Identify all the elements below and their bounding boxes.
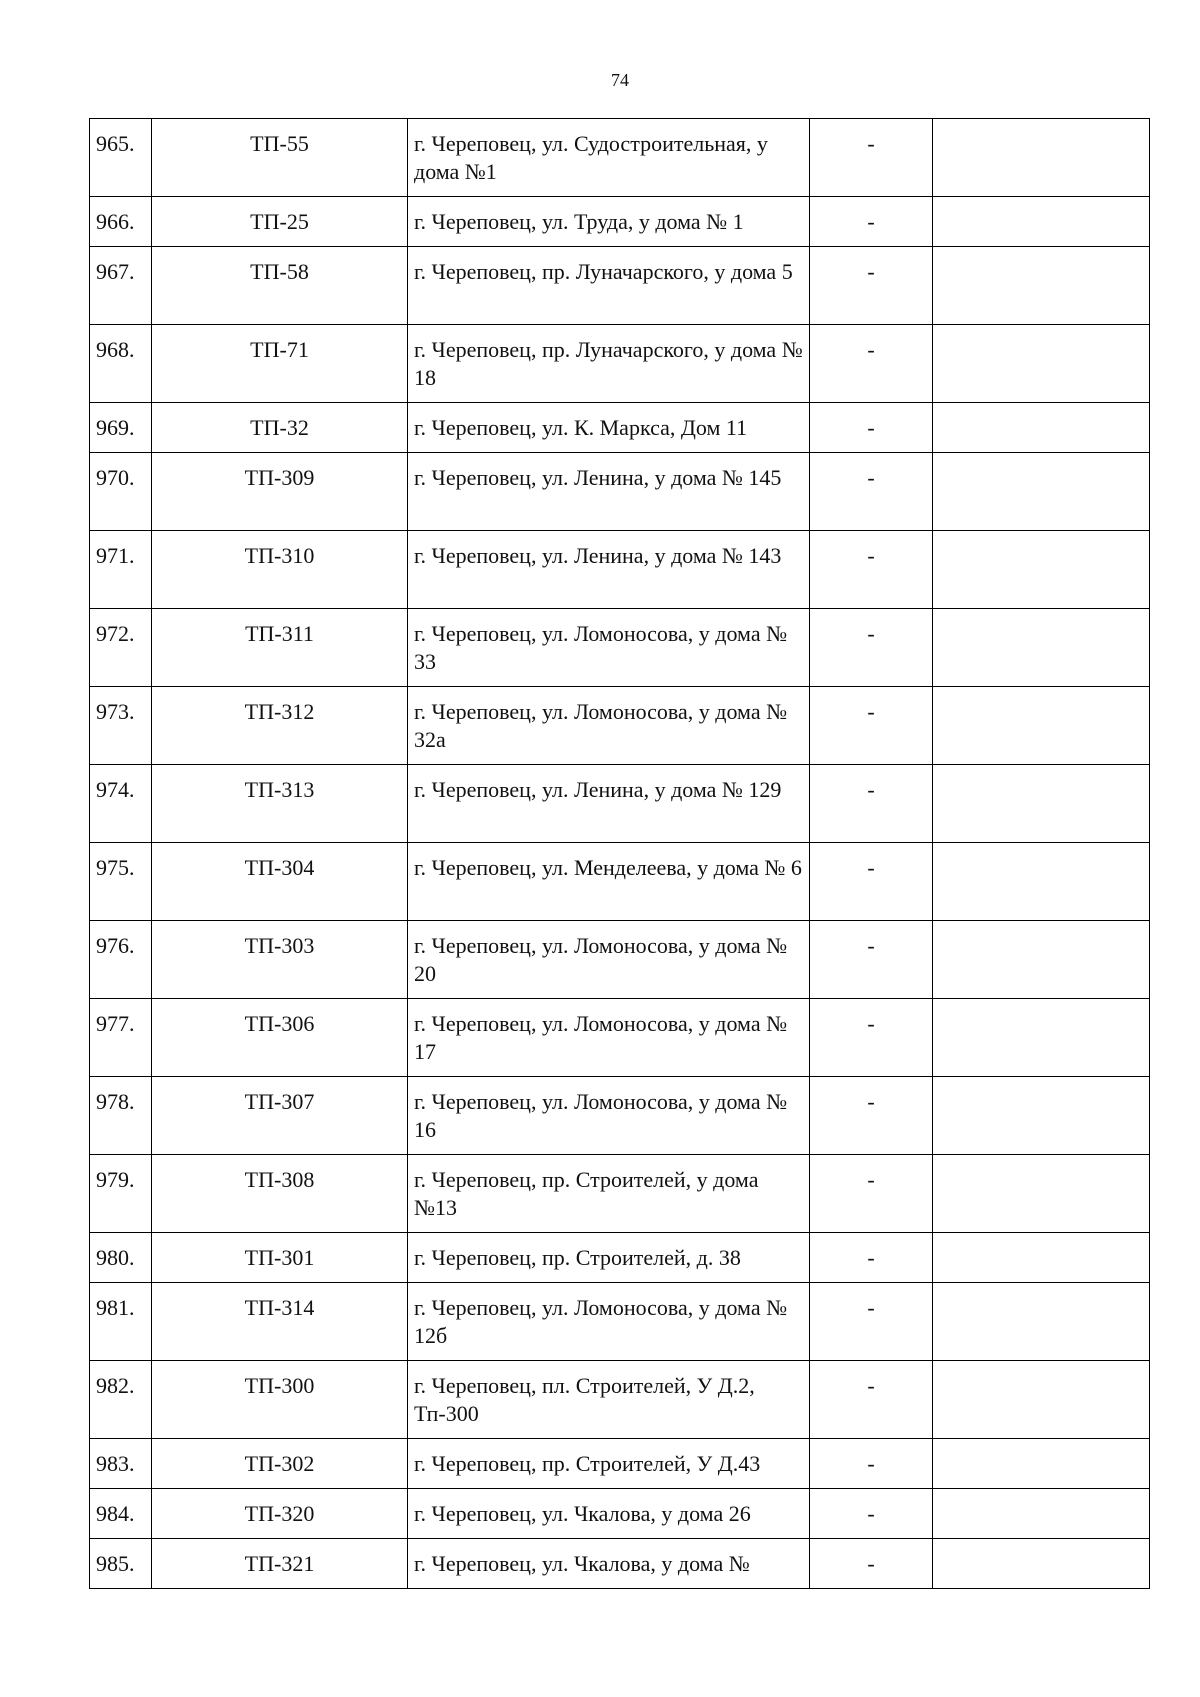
substation-name-cell: ТП-307 — [152, 1077, 408, 1155]
row-number-cell: 980. — [90, 1233, 152, 1283]
substation-name-cell: ТП-309 — [152, 453, 408, 531]
substation-name-cell: ТП-58 — [152, 247, 408, 325]
substation-name-cell: ТП-25 — [152, 197, 408, 247]
substation-name-cell: ТП-32 — [152, 403, 408, 453]
address-cell: г. Череповец, пр. Строителей, у дома №13 — [408, 1155, 810, 1233]
row-number-cell: 971. — [90, 531, 152, 609]
extra-cell — [933, 197, 1150, 247]
address-cell: г. Череповец, ул. Ломоносова, у дома № 17 — [408, 999, 810, 1077]
table-row — [90, 197, 1150, 247]
extra-cell — [933, 1539, 1150, 1589]
row-number-cell: 975. — [90, 843, 152, 921]
extra-cell — [933, 609, 1150, 687]
table-row — [90, 1077, 1150, 1155]
mark-cell: - — [810, 453, 933, 531]
extra-cell — [933, 453, 1150, 531]
row-number-cell: 973. — [90, 687, 152, 765]
mark-cell: - — [810, 1361, 933, 1439]
address-cell: г. Череповец, ул. Судостроительная, у дома №1 — [408, 119, 810, 197]
address-cell: г. Череповец, пл. Строителей, У Д.2, Тп-300 — [408, 1361, 810, 1439]
table-row — [90, 247, 1150, 325]
address-cell: г. Череповец, пр. Луначарского, у дома 5 — [408, 247, 810, 325]
row-number-cell: 970. — [90, 453, 152, 531]
mark-cell: - — [810, 999, 933, 1077]
mark-cell: - — [810, 1077, 933, 1155]
row-number-cell: 981. — [90, 1283, 152, 1361]
table-row — [90, 531, 1150, 609]
address-cell: г. Череповец, ул. Ленина, у дома № 129 — [408, 765, 810, 843]
extra-cell — [933, 1155, 1150, 1233]
row-number-cell: 966. — [90, 197, 152, 247]
extra-cell — [933, 687, 1150, 765]
extra-cell — [933, 1077, 1150, 1155]
extra-cell — [933, 921, 1150, 999]
table-row — [90, 119, 1150, 197]
address-cell: г. Череповец, ул. Ломоносова, у дома № 16 — [408, 1077, 810, 1155]
row-number-cell: 978. — [90, 1077, 152, 1155]
address-cell: г. Череповец, ул. Ломоносова, у дома № 12б — [408, 1283, 810, 1361]
extra-cell — [933, 1283, 1150, 1361]
table-row — [90, 1283, 1150, 1361]
table-row — [90, 1233, 1150, 1283]
mark-cell: - — [810, 609, 933, 687]
mark-cell: - — [810, 119, 933, 197]
substation-name-cell: ТП-306 — [152, 999, 408, 1077]
mark-cell: - — [810, 687, 933, 765]
row-number-cell: 974. — [90, 765, 152, 843]
table-row — [90, 1439, 1150, 1489]
row-number-cell: 976. — [90, 921, 152, 999]
substation-name-cell: ТП-300 — [152, 1361, 408, 1439]
mark-cell: - — [810, 1233, 933, 1283]
table-row — [90, 609, 1150, 687]
address-cell: г. Череповец, пр. Строителей, д. 38 — [408, 1233, 810, 1283]
substation-name-cell: ТП-71 — [152, 325, 408, 403]
substation-name-cell: ТП-310 — [152, 531, 408, 609]
address-cell: г. Череповец, ул. Труда, у дома № 1 — [408, 197, 810, 247]
page-number: 74 — [611, 70, 629, 90]
extra-cell — [933, 531, 1150, 609]
row-number-cell: 965. — [90, 119, 152, 197]
address-cell: г. Череповец, ул. Ломоносова, у дома № 20 — [408, 921, 810, 999]
table-body — [90, 119, 1150, 1589]
table-row — [90, 765, 1150, 843]
substation-name-cell: ТП-312 — [152, 687, 408, 765]
table-row — [90, 453, 1150, 531]
extra-cell — [933, 1439, 1150, 1489]
mark-cell: - — [810, 1439, 933, 1489]
address-cell: г. Череповец, пр. Луначарского, у дома № 18 — [408, 325, 810, 403]
extra-cell — [933, 765, 1150, 843]
substation-name-cell: ТП-303 — [152, 921, 408, 999]
address-cell: г. Череповец, ул. Чкалова, у дома № — [408, 1539, 810, 1589]
address-cell: г. Череповец, ул. Ленина, у дома № 143 — [408, 531, 810, 609]
address-cell: г. Череповец, ул. Ломоносова, у дома № 32а — [408, 687, 810, 765]
mark-cell: - — [810, 765, 933, 843]
address-cell: г. Череповец, пр. Строителей, У Д.43 — [408, 1439, 810, 1489]
table-row — [90, 999, 1150, 1077]
row-number-cell: 985. — [90, 1539, 152, 1589]
row-number-cell: 972. — [90, 609, 152, 687]
row-number-cell: 984. — [90, 1489, 152, 1539]
substation-name-cell: ТП-313 — [152, 765, 408, 843]
table-row — [90, 1489, 1150, 1539]
substation-name-cell: ТП-301 — [152, 1233, 408, 1283]
extra-cell — [933, 999, 1150, 1077]
substation-name-cell: ТП-302 — [152, 1439, 408, 1489]
extra-cell — [933, 1361, 1150, 1439]
table-row — [90, 1361, 1150, 1439]
table-row — [90, 687, 1150, 765]
address-cell: г. Череповец, ул. К. Маркса, Дом 11 — [408, 403, 810, 453]
extra-cell — [933, 1489, 1150, 1539]
mark-cell: - — [810, 247, 933, 325]
row-number-cell: 977. — [90, 999, 152, 1077]
substation-name-cell: ТП-308 — [152, 1155, 408, 1233]
table-row — [90, 403, 1150, 453]
extra-cell — [933, 1233, 1150, 1283]
extra-cell — [933, 325, 1150, 403]
extra-cell — [933, 843, 1150, 921]
table-row — [90, 325, 1150, 403]
substation-name-cell: ТП-320 — [152, 1489, 408, 1539]
row-number-cell: 983. — [90, 1439, 152, 1489]
substation-name-cell: ТП-304 — [152, 843, 408, 921]
row-number-cell: 968. — [90, 325, 152, 403]
address-cell: г. Череповец, ул. Чкалова, у дома 26 — [408, 1489, 810, 1539]
mark-cell: - — [810, 921, 933, 999]
table-row — [90, 843, 1150, 921]
row-number-cell: 969. — [90, 403, 152, 453]
substation-name-cell: ТП-311 — [152, 609, 408, 687]
mark-cell: - — [810, 403, 933, 453]
mark-cell: - — [810, 1539, 933, 1589]
extra-cell — [933, 247, 1150, 325]
table-row — [90, 1155, 1150, 1233]
row-number-cell: 979. — [90, 1155, 152, 1233]
mark-cell: - — [810, 197, 933, 247]
extra-cell — [933, 119, 1150, 197]
address-cell: г. Череповец, ул. Ленина, у дома № 145 — [408, 453, 810, 531]
mark-cell: - — [810, 1283, 933, 1361]
substation-name-cell: ТП-55 — [152, 119, 408, 197]
mark-cell: - — [810, 531, 933, 609]
address-cell: г. Череповец, ул. Менделеева, у дома № 6 — [408, 843, 810, 921]
row-number-cell: 982. — [90, 1361, 152, 1439]
row-number-cell: 967. — [90, 247, 152, 325]
table-row — [90, 921, 1150, 999]
address-cell: г. Череповец, ул. Ломоносова, у дома № 33 — [408, 609, 810, 687]
substation-table — [89, 118, 1150, 1589]
mark-cell: - — [810, 843, 933, 921]
extra-cell — [933, 403, 1150, 453]
table-row — [90, 1539, 1150, 1589]
mark-cell: - — [810, 325, 933, 403]
mark-cell: - — [810, 1155, 933, 1233]
mark-cell: - — [810, 1489, 933, 1539]
substation-name-cell: ТП-321 — [152, 1539, 408, 1589]
substation-name-cell: ТП-314 — [152, 1283, 408, 1361]
